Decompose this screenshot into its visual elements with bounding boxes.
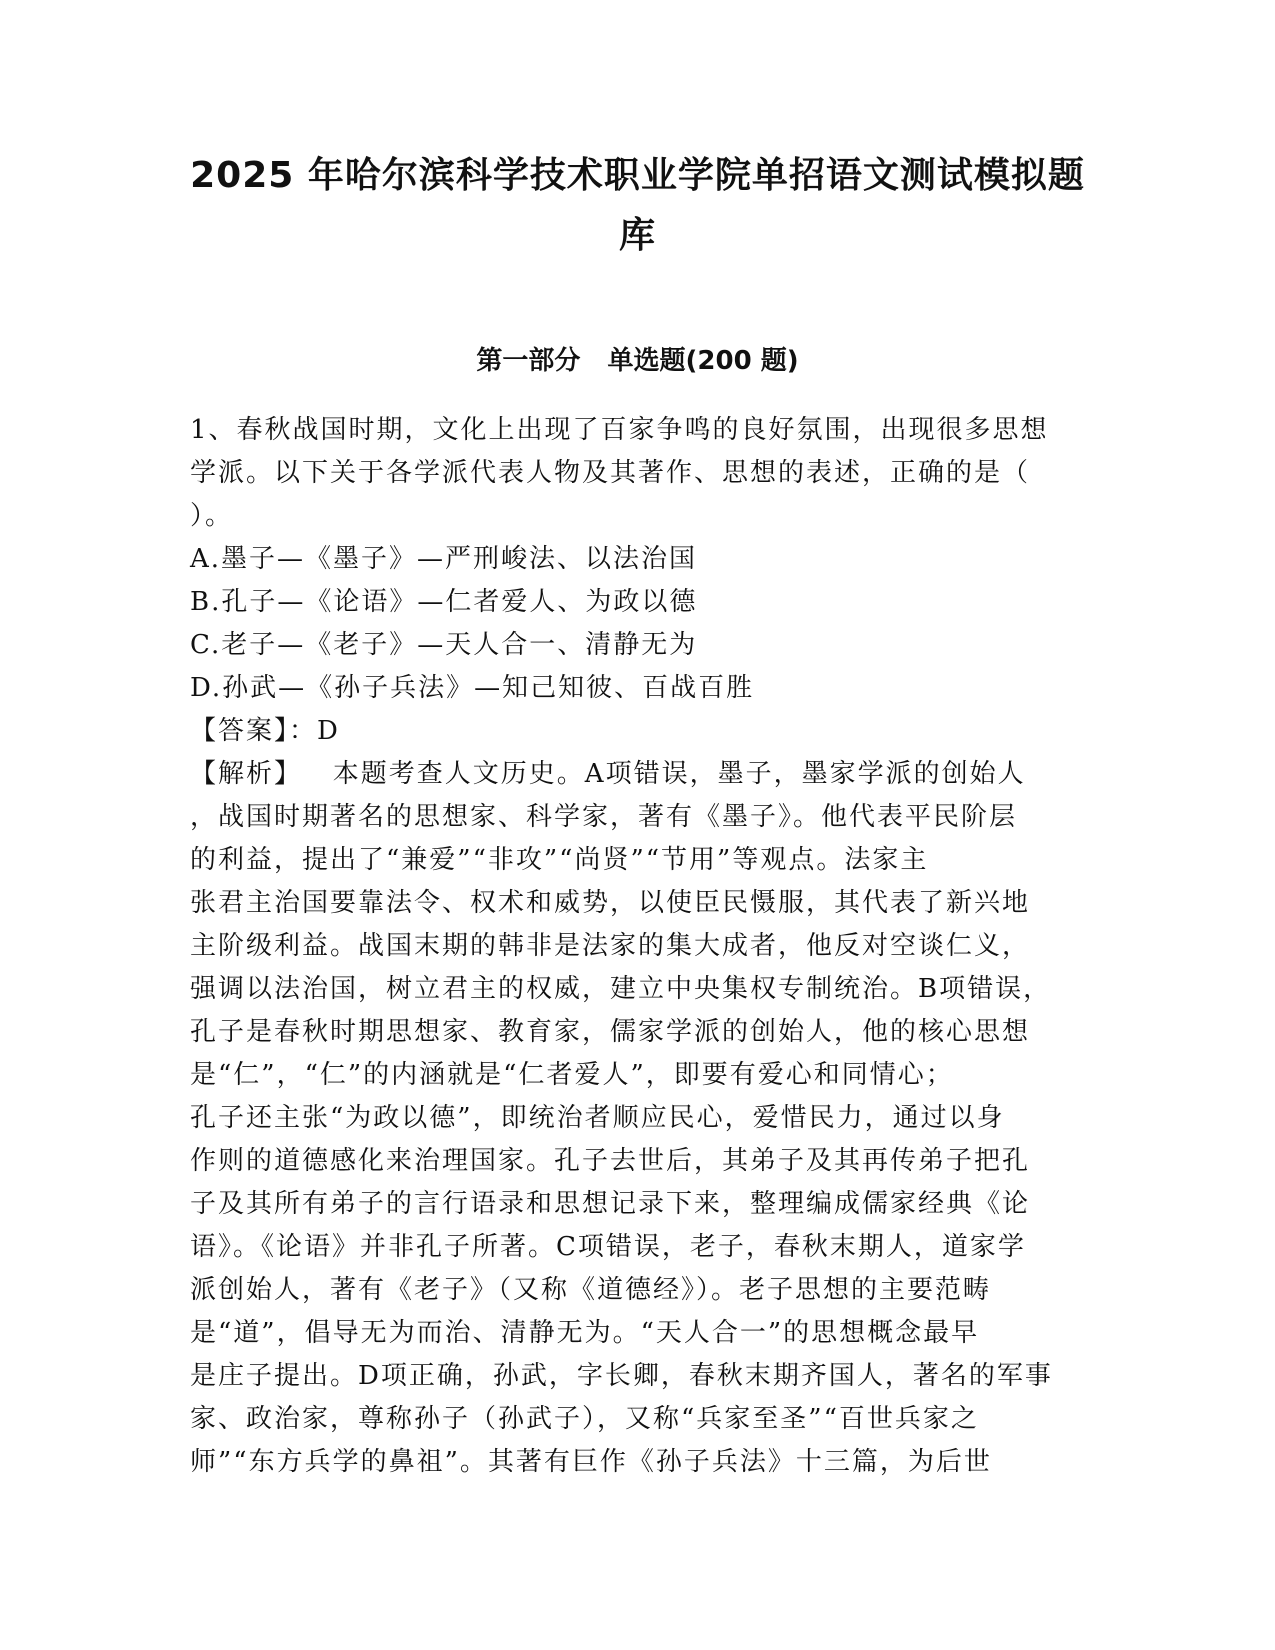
section-heading: 第一部分 单选题(200 题) [476, 346, 799, 376]
title-line-2: 库 [618, 215, 656, 256]
question-stem-line: 学派。以下关于各学派代表人物及其著作、思想的表述，正确的是（ [190, 458, 1031, 488]
analysis-line: 语》。《论语》并非孔子所著。C项错误，老子，春秋末期人，道家学 [190, 1232, 1026, 1262]
analysis-line: 孔子是春秋时期思想家、教育家，儒家学派的创始人，他的核心思想 [190, 1017, 1031, 1047]
option-a: A.墨子—《墨子》—严刑峻法、以法治国 [190, 544, 698, 574]
option-d: D.孙武—《孙子兵法》—知己知彼、百战百胜 [190, 673, 755, 703]
answer-line: 【答案】：D [190, 716, 340, 746]
analysis-line: 是庄子提出。D项正确，孙武，字长卿，春秋末期齐国人，著名的军事 [190, 1361, 1053, 1391]
option-b: B.孔子—《论语》—仁者爱人、为政以德 [190, 587, 698, 617]
analysis-line: 家、政治家，尊称孙子（孙武子），又称“兵家至圣”“百世兵家之 [190, 1404, 979, 1434]
analysis-line: 派创始人，著有《老子》（又称《道德经》）。老子思想的主要范畴 [190, 1275, 992, 1305]
analysis-line: 孔子还主张“为政以德”，即统治者顺应民心，爱惜民力，通过以身 [190, 1103, 1005, 1133]
question-stem-line: 1、春秋战国时期，文化上出现了百家争鸣的良好氛围，出现很多思想 [190, 415, 1049, 445]
option-c: C.老子—《老子》—天人合一、清静无为 [190, 630, 698, 660]
document-title [180, 146, 1095, 266]
analysis-line: 强调以法治国，树立君主的权威，建立中央集权专制统治。B项错误， [190, 974, 1052, 1004]
analysis-line: 师”“东方兵学的鼻祖”。其著有巨作《孙子兵法》十三篇，为后世 [190, 1447, 992, 1477]
analysis-line: 子及其所有弟子的言行语录和思想记录下来，整理编成儒家经典《论 [190, 1189, 1031, 1219]
analysis-line: 的利益，提出了“兼爱”“非攻”“尚贤”“节用”等观点。法家主 [190, 845, 929, 875]
analysis-line: 【解析】 本题考查人文历史。A项错误，墨子，墨家学派的创始人 [190, 759, 1026, 789]
analysis-line: 主阶级利益。战国末期的韩非是法家的集大成者，他反对空谈仁义， [190, 931, 1031, 961]
question-stem-line: ）。 [190, 501, 234, 531]
title-line-1: 2025 年哈尔滨科学技术职业学院单招语文测试模拟题 [190, 155, 1085, 196]
analysis-line: 作则的道德感化来治理国家。孔子去世后，其弟子及其再传弟子把孔 [190, 1146, 1031, 1176]
analysis-line: 是“道”，倡导无为而治、清静无为。“天人合一”的思想概念最早 [190, 1318, 980, 1348]
analysis-line: ，战国时期著名的思想家、科学家，著有《墨子》。他代表平民阶层 [190, 802, 1018, 832]
analysis-line: 张君主治国要靠法令、权术和威势，以使臣民慑服，其代表了新兴地 [190, 888, 1031, 918]
question-block [190, 409, 1090, 1484]
analysis-line: 是“仁”，“仁”的内涵就是“仁者爱人”，即要有爱心和同情心； [190, 1060, 954, 1090]
